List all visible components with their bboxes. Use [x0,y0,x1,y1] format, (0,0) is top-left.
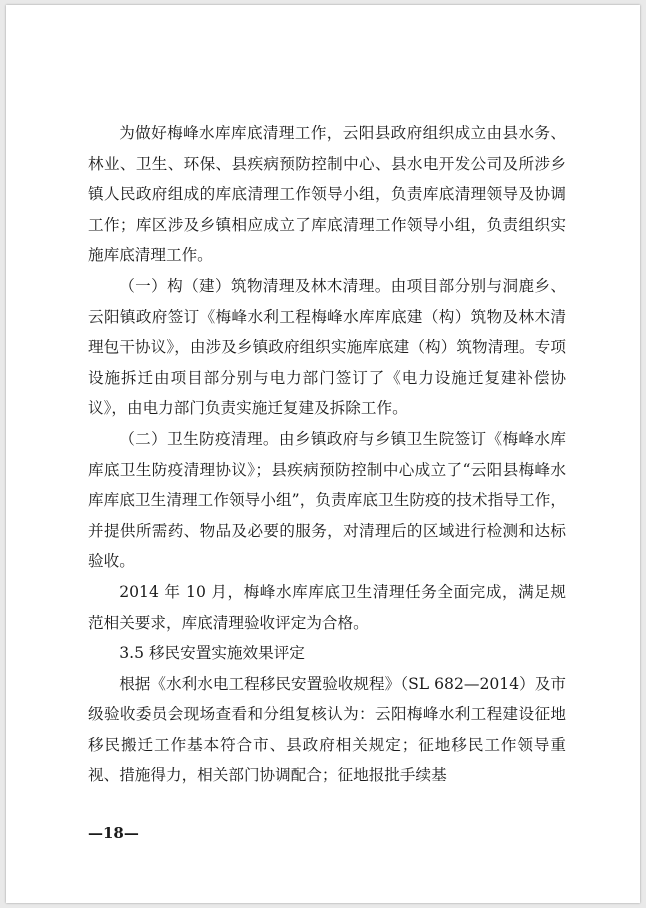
paragraph-completion-2014: 2014 年 10 月，梅峰水库库底卫生清理任务全面完成，满足规范相关要求，库底清理验收评定为合格。 [88,582,566,632]
page-number: —18— [88,824,139,842]
document-page [6,5,640,903]
document-body [88,118,566,791]
paragraph-acceptance-evaluation: 根据《水利水电工程移民安置验收规程》（SL 682—2014）及市级验收委员会现场查看和分组复核认为：云阳梅峰水利工程建设征地移民搬迁工作基本符合市、县政府相关规定；征地移民工作领导重视、措施得力，相关部门协调配合；征地报批手续基 [88,674,566,785]
paragraph-building-forest-cleanup: （一）构（建）筑物清理及林木清理。由项目部分别与洞鹿乡、云阳镇政府签订《梅峰水利工程梅峰水库库底建（构）筑物及林木清理包干协议》，由涉及乡镇政府组织实施库底建（构）筑物清理。专项设施拆迁由项目部分别与电力部门签订了《电力设施迁复建补偿协议》，由电力部门负责实施迁复建及拆除工作。 [88,276,566,418]
paragraph-health-epidemic-cleanup: （二）卫生防疫清理。由乡镇政府与乡镇卫生院签订《梅峰水库库底卫生防疫清理协议》；县疾病预防控制中心成立了“云阳县梅峰水库库底卫生清理工作领导小组”，负责库底卫生防疫的技术指导工作，并提供所需药、物品及必要的服务，对清理后的区域进行检测和达标验收。 [88,429,566,571]
section-heading: 3.5 移民安置实施效果评定 [119,644,305,663]
paragraph-reservoir-cleanup-organization: 为做好梅峰水库库底清理工作，云阳县政府组织成立由县水务、林业、卫生、环保、县疾病预防控制中心、县水电开发公司及所涉乡镇人民政府组成的库底清理工作领导小组，负责库底清理领导及协调工作；库区涉及乡镇相应成立了库底清理工作领导小组，负责组织实施库底清理工作。 [88,124,566,265]
